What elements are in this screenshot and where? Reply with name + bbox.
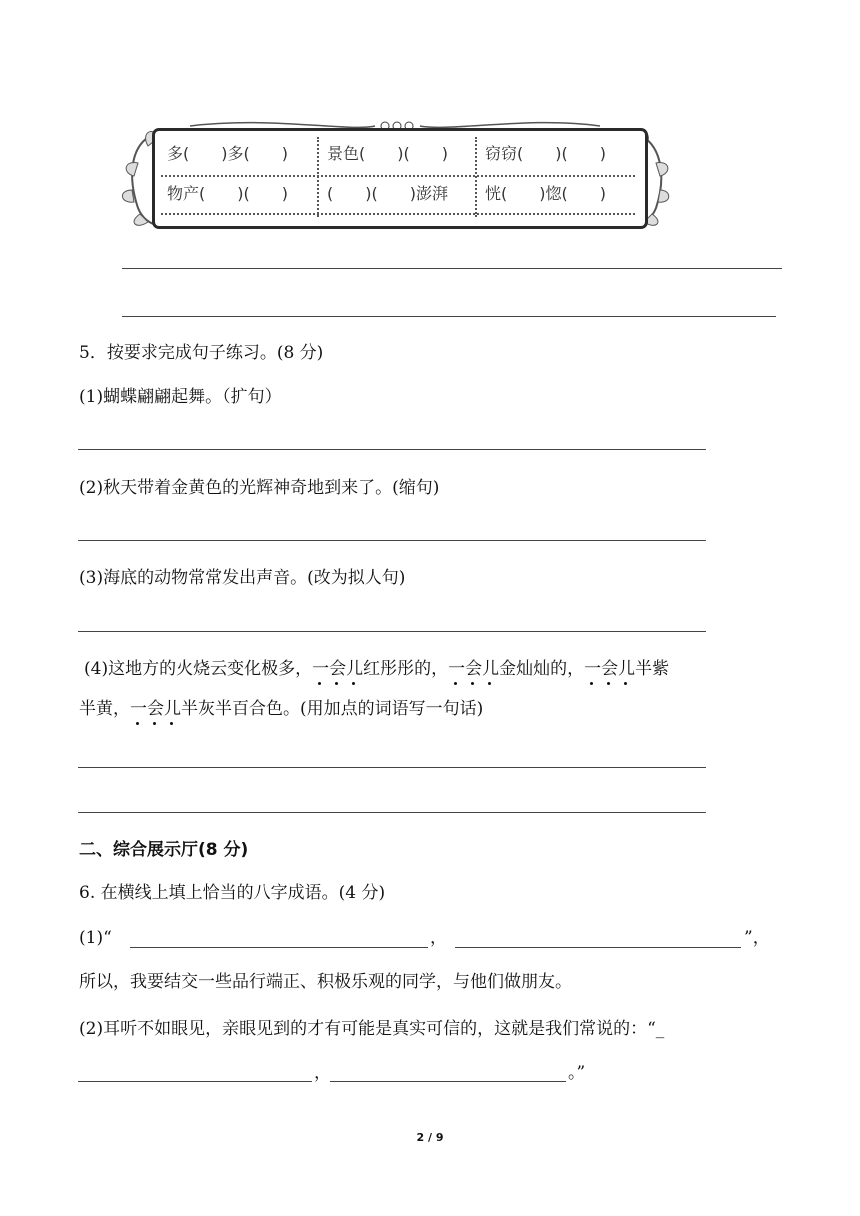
dotted-word: 一会儿 [448,657,499,681]
word-box-cell: 物产( )( ) [167,184,288,203]
word-box-cell: 多( )多( ) [167,144,288,163]
word-box-cell: ( )( )澎湃 [327,184,448,203]
dotted-word: 一会儿 [130,697,181,721]
question-5-3: (3)海底的动物常常发出声音。(改为拟人句) [79,568,406,588]
answer-blank[interactable] [130,947,428,948]
section-heading: 二、综合展示厅(8 分) [79,840,249,860]
answer-blank[interactable] [78,1081,312,1082]
answer-blank[interactable] [455,947,741,948]
question-5-1: (1)蝴蝶翩翩起舞。（扩句） [79,387,282,407]
dotted-word: 一会儿 [584,657,635,681]
question-6-2-line1: (2)耳听不如眼见，亲眼见到的才有可能是真实可信的，这就是我们常说的：“_ [79,1019,665,1039]
question-6-1-comma: ， [430,928,447,948]
answer-line[interactable] [78,767,706,768]
answer-line[interactable] [122,268,782,269]
dotted-word: 一会儿 [312,657,363,681]
question-5-title: 5．按要求完成句子练习。(8 分) [79,343,324,363]
question-6-title: 6. 在横线上填上恰当的八字成语。(4 分) [79,883,386,903]
page-number: 2 / 9 [416,1131,444,1144]
question-6-2-end: 。” [568,1063,586,1083]
question-5-4-line2: 半黄，一会儿 半灰半百合色。(用加点的词语写一句话) [79,697,483,721]
word-box-cell: 窃窃( )( ) [485,144,606,163]
answer-line[interactable] [78,631,706,632]
question-6-2-comma: ， [314,1063,331,1083]
word-fill-box [120,118,672,230]
word-box-cell: 景色( )( ) [327,144,448,163]
answer-line[interactable] [78,449,706,450]
question-5-2: (2)秋天带着金黄色的光辉神奇地到来了。(缩句) [79,478,440,498]
answer-line[interactable] [78,812,706,813]
answer-blank[interactable] [330,1081,566,1082]
answer-line[interactable] [78,540,706,541]
question-6-1-end: ”， [744,928,770,948]
answer-line[interactable] [122,316,776,317]
question-5-4-line1: (4)这地方的火烧云变化极多，一会儿 红彤彤的，一会儿 金灿灿的，一会儿 半紫 [84,657,669,681]
question-6-1-prefix: (1)“ [79,928,112,948]
word-box-frame [152,128,648,229]
question-6-1-line2: 所以，我要结交一些品行端正、积极乐观的同学，与他们做朋友。 [79,972,572,992]
word-box-cell: 恍( )惚( ) [485,184,606,203]
